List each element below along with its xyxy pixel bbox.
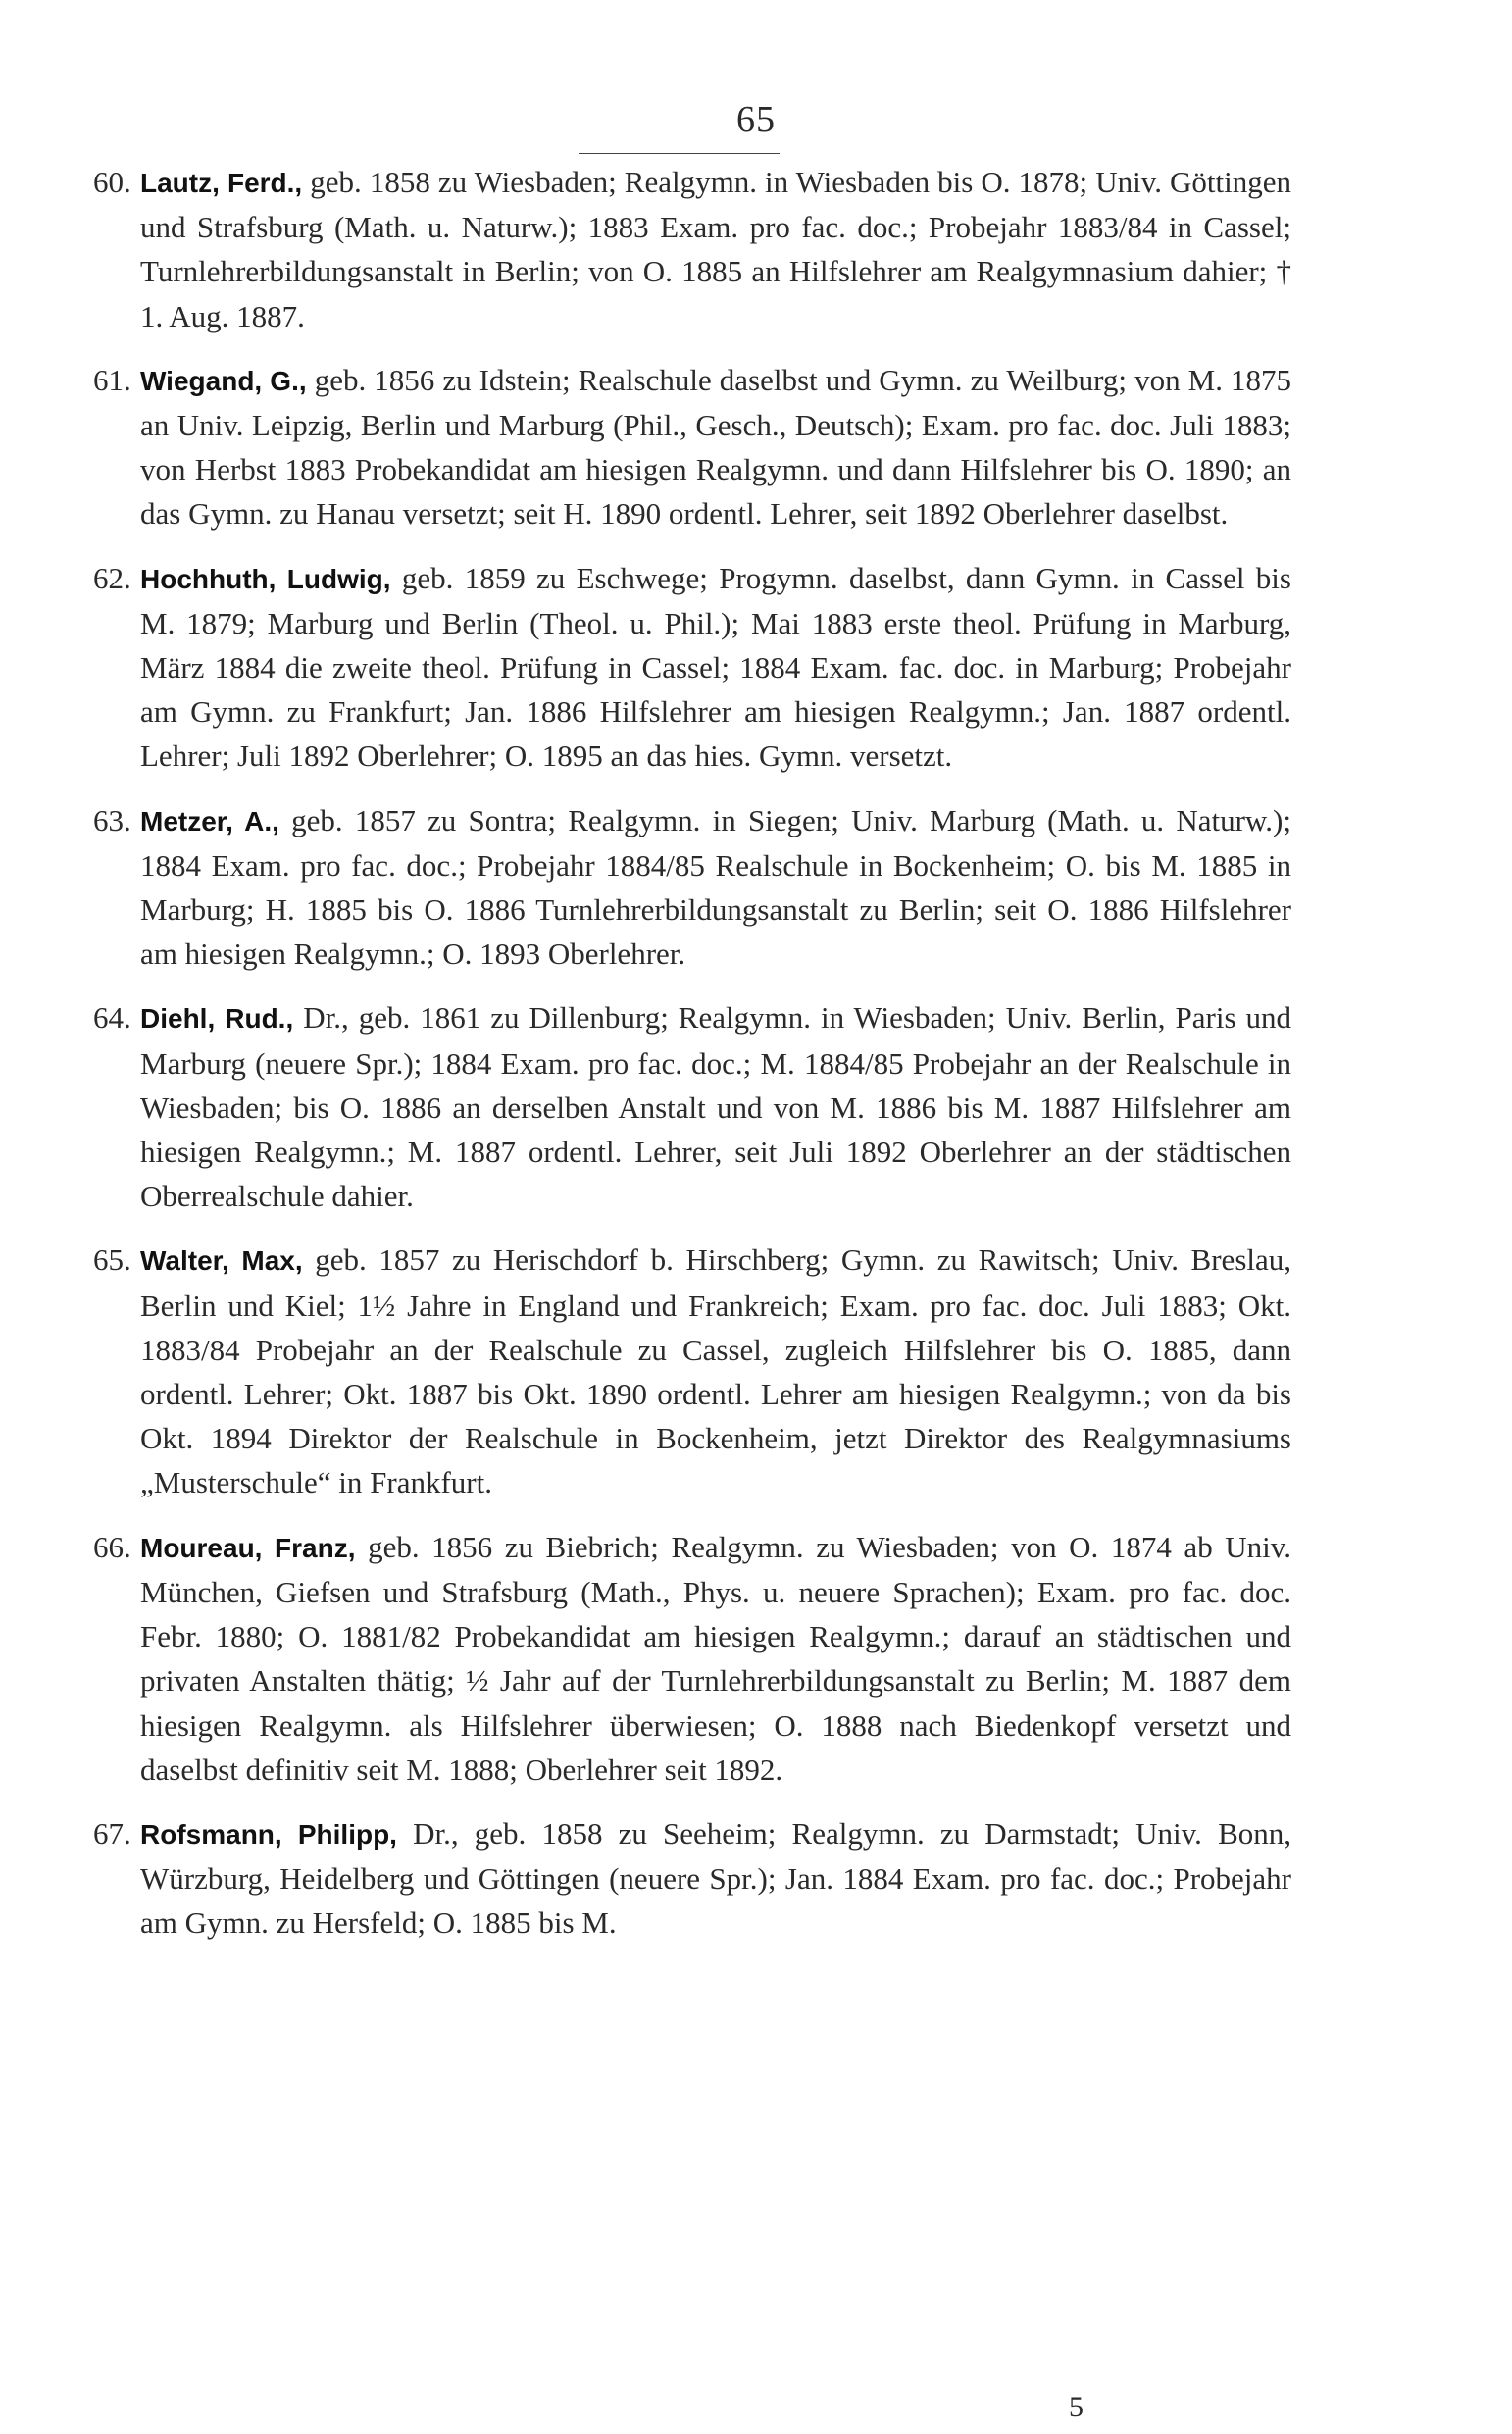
entry-name: Walter, Max, <box>140 1245 303 1277</box>
entry-67 <box>93 1811 1291 1946</box>
entry-number: 67. <box>93 1815 131 1851</box>
entry-text: geb. 1857 zu Herischdorf b. Hirschberg; Gymn. zu Rawitsch; Univ. Breslau, Berlin und Kiel; 1½ Jahre in England und Frankreich; Exam. pro fac. doc. Juli 1883; Okt. 1883/84 Probejahr an der Realschule zu Cassel, zugleich Hilfslehrer bis O. 1885, dann ordentl. Lehrer; Okt. 1887 bis Okt. 1890 ordentl. Lehrer am hiesigen Realgymn.; von da bis Okt. 1894 Direktor der Realschule in Bockenheim, jetzt Direktor des Realgymnasiums „Musterschule“ in Frankfurt. <box>140 1242 1292 1500</box>
entry-text: geb. 1859 zu Eschwege; Progymn. daselbst, dann Gymn. in Cassel bis M. 1879; Marburg und Berlin (Theol. u. Phil.); Mai 1883 erste theol. Prüfung in Marburg, März 1884 die zweite theol. Prüfung in Cassel; 1884 Exam. fac. doc. in Marburg; Probejahr am Gymn. zu Frankfurt; Jan. 1886 Hilfslehrer am hiesigen Realgymn.; Jan. 1887 ordentl. Lehrer; Juli 1892 Oberlehrer; O. 1895 an das hies. Gymn. versetzt. <box>140 560 1291 774</box>
entry-text: geb. 1857 zu Sontra; Realgymn. in Siegen; Univ. Marburg (Math. u. Naturw.); 1884 Exam. pro fac. doc.; Probejahr 1884/85 Realschule in Bockenheim; O. bis M. 1885 in Marburg; H. 1885 bis O. 1886 Turnlehrerbildungsanstalt zu Berlin; seit O. 1886 Hilfslehrer am hiesigen Realgymn.; O. 1893 Oberlehrer. <box>140 802 1291 972</box>
entry-62 <box>93 556 1291 779</box>
entry-name: Lautz, Ferd., <box>140 168 303 198</box>
entry-text: geb. 1856 zu Idstein; Realschule daselbst und Gymn. zu Weilburg; von M. 1875 an Univ. Leipzig, Berlin und Marburg (Phil., Gesch., Deutsch); Exam. pro fac. doc. Juli 1883; von Herbst 1883 Probekandidat am hiesigen Realgymn. und dann Hilfslehrer bis O. 1890; an das Gymn. zu Hanau versetzt; seit H. 1890 ordentl. Lehrer, seit 1892 Oberlehrer daselbst. <box>140 362 1292 532</box>
entry-number: 63. <box>93 802 131 837</box>
entry-text: Dr., geb. 1861 zu Dillenburg; Realgymn. in Wiesbaden; Univ. Berlin, Paris und Marburg (neuere Spr.); 1884 Exam. pro fac. doc.; M. 1884/85 Probejahr an der Realschule in Wiesbaden; bis O. 1886 an derselben Anstalt und von M. 1886 bis M. 1887 Hilfslehrer am hiesigen Realgymn.; M. 1887 ordentl. Lehrer, seit Juli 1892 Oberlehrer an der städtischen Oberrealschule dahier. <box>140 1000 1292 1214</box>
entry-66 <box>93 1525 1291 1792</box>
entry-number: 65. <box>93 1242 131 1278</box>
header-rule <box>579 153 780 154</box>
entry-number: 61. <box>93 362 131 397</box>
entry-name: Moureau, Franz, <box>140 1532 356 1563</box>
entry-text: geb. 1856 zu Biebrich; Realgymn. zu Wiesbaden; von O. 1874 ab Univ. München, Giefsen und Strafsburg (Math., Phys. u. neuere Sprachen); Exam. pro fac. doc. Febr. 1880; O. 1881/82 Probekandidat am hiesigen Realgymn.; darauf an städtischen und privaten Anstalten thätig; ½ Jahr auf der Turnlehrerbildungsanstalt zu Berlin; M. 1887 dem hiesigen Realgymn. als Hilfslehrer überwiesen; O. 1888 nach Biedenkopf versetzt und daselbst definitiv seit M. 1888; Oberlehrer seit 1892. <box>140 1529 1291 1787</box>
entry-number: 64. <box>93 1000 131 1036</box>
entry-63 <box>93 798 1291 977</box>
entry-61 <box>93 358 1291 536</box>
entry-text: geb. 1858 zu Wiesbaden; Realgymn. in Wiesbaden bis O. 1878; Univ. Göttingen und Strafsburg (Math. u. Naturw.); 1883 Exam. pro fac. doc.; Probejahr 1883/84 in Cassel; Turnlehrerbildungsanstalt in Berlin; von O. 1885 an Hilfslehrer am Realgymnasium dahier; † 1. Aug. 1887. <box>140 165 1291 333</box>
entry-name: Metzer, A., <box>140 805 279 837</box>
signature-mark: 5 <box>1069 2391 1084 2423</box>
entry-number: 66. <box>93 1529 131 1564</box>
entry-64 <box>93 995 1291 1218</box>
entry-60 <box>93 160 1291 338</box>
entry-name: Diehl, Rud., <box>140 1003 294 1035</box>
entry-name: Hochhuth, Ludwig, <box>140 563 391 594</box>
page-number: 65 <box>736 99 776 140</box>
entry-65 <box>93 1238 1291 1504</box>
entry-number: 60. <box>93 165 131 199</box>
entry-name: Wiegand, G., <box>140 365 307 396</box>
entry-number: 62. <box>93 560 131 595</box>
entry-name: Rofsmann, Philipp, <box>140 1818 397 1850</box>
entry-list <box>93 160 1291 1946</box>
entry-text: Dr., geb. 1858 zu Seeheim; Realgymn. zu Darmstadt; Univ. Bonn, Würzburg, Heidelberg und Göttingen (neuere Spr.); Jan. 1884 Exam. pro fac. doc.; Probejahr am Gymn. zu Hersfeld; O. 1885 bis M. <box>140 1815 1291 1941</box>
